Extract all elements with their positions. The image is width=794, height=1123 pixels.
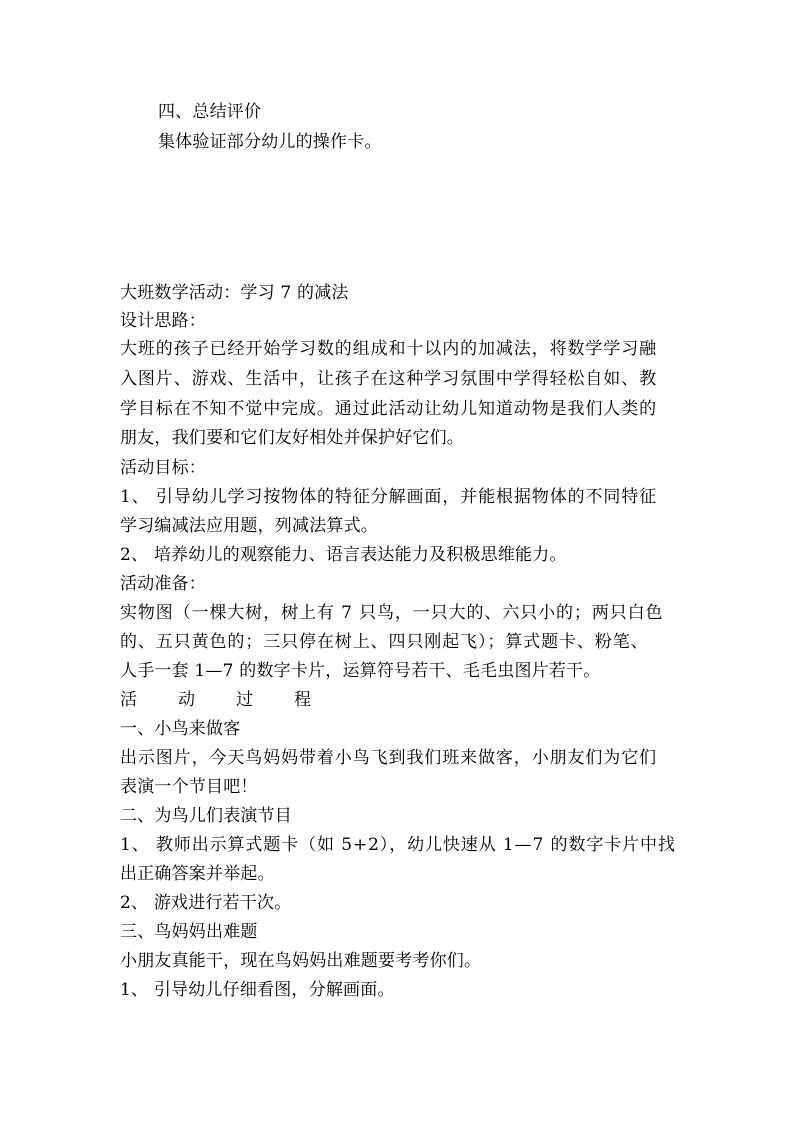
design-line: 大班的孩子已经开始学习数的组成和十以内的加减法，将数学学习融 bbox=[120, 339, 657, 359]
step3-heading: 三、鸟妈妈出难题 bbox=[120, 922, 258, 942]
step2-heading: 二、为鸟儿们表演节目 bbox=[120, 806, 292, 826]
prep-line: 人手一套 1—7 的数字卡片，运算符号若干、毛毛虫图片若干。 bbox=[120, 661, 601, 681]
step2-item: 1、 教师出示算式题卡（如 5+2），幼儿快速从 1—7 的数字卡片中找 bbox=[120, 835, 676, 855]
prep-label: 活动准备： bbox=[120, 574, 206, 594]
process-char: 程 bbox=[294, 690, 312, 710]
step1-heading: 一、小鸟来做客 bbox=[120, 719, 241, 739]
step3-text: 小朋友真能干，现在鸟妈妈出难题要考考你们。 bbox=[120, 951, 482, 971]
step3-item: 1、 引导幼儿仔细看图，分解画面。 bbox=[120, 980, 395, 1000]
step1-line: 表演一个节目吧！ bbox=[120, 777, 258, 797]
goals-label: 活动目标： bbox=[120, 458, 206, 478]
step1-line: 出示图片，今天鸟妈妈带着小鸟飞到我们班来做客，小朋友们为它们 bbox=[120, 748, 657, 768]
goal-item: 1、 引导幼儿学习按物体的特征分解画面，并能根据物体的不同特征 bbox=[120, 487, 658, 507]
step2-item: 2、 游戏进行若干次。 bbox=[120, 893, 292, 913]
design-line: 入图片、游戏、生活中，让孩子在这种学习氛围中学得轻松自如、教 bbox=[120, 369, 657, 389]
section-four-heading: 四、总结评价 bbox=[158, 102, 262, 122]
design-label: 设计思路： bbox=[120, 311, 206, 331]
prep-line: 实物图（一棵大树，树上有 7 只鸟，一只大的、六只小的；两只白色 bbox=[120, 603, 664, 623]
process-char: 活 bbox=[120, 690, 138, 710]
section-four-text: 集体验证部分幼儿的操作卡。 bbox=[158, 132, 382, 152]
step2-item-continued: 出正确答案并举起。 bbox=[120, 864, 275, 884]
design-line: 学目标在不知不觉中完成。通过此活动让幼儿知道动物是我们人类的 bbox=[120, 399, 657, 419]
activity-title: 大班数学活动：学习 7 的减法 bbox=[120, 283, 349, 303]
process-char: 动 bbox=[178, 690, 196, 710]
goal-item-continued: 学习编减法应用题，列减法算式。 bbox=[120, 516, 378, 536]
process-heading bbox=[120, 690, 680, 710]
prep-line: 的、五只黄色的；三只停在树上、四只刚起飞）；算式题卡、粉笔、 bbox=[120, 632, 649, 652]
process-char: 过 bbox=[236, 690, 254, 710]
goal-item: 2、 培养幼儿的观察能力、语言表达能力及积极思维能力。 bbox=[120, 545, 567, 565]
design-line: 朋友，我们要和它们友好相处并保护好它们。 bbox=[120, 428, 464, 448]
